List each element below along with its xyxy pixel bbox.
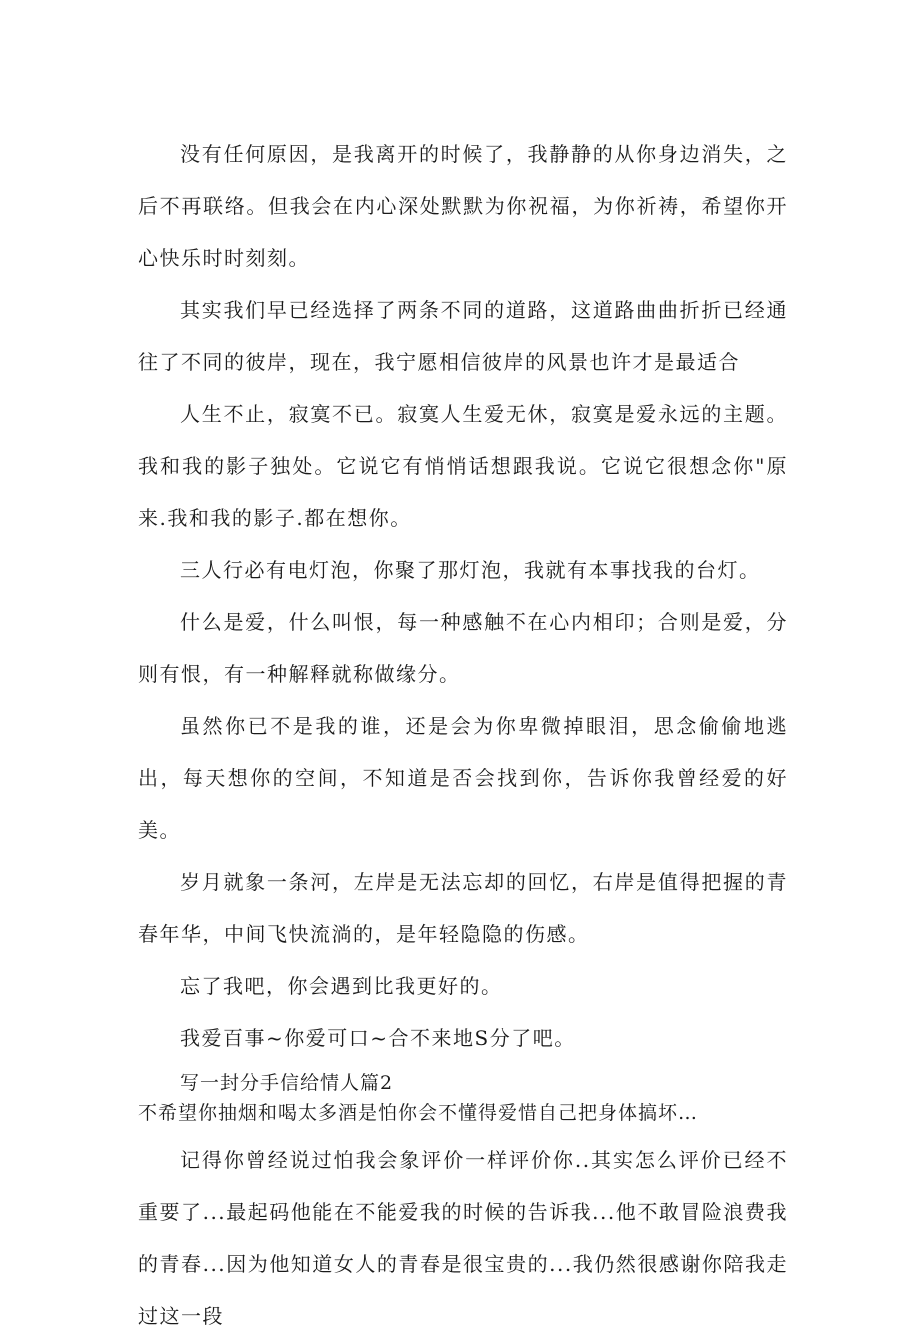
paragraph-last: 记得你曾经说过怕我会象评价一样评价你..其实怎么评价已经不重要了...最起码他能在不能爱我的时候的告诉我...他不敢冒险浪费我的青春...因为他知道女人的青春是很宝贵的...我仍然很感谢你陪我走过这一段 (138, 1148, 788, 1328)
paragraph-8: 忘了我吧，你会遇到比我更好的。 (180, 974, 503, 998)
section-heading: 写一封分手信给情人篇2 (180, 1072, 394, 1094)
paragraph-9: 我爱百事~你爱可口~合不来地S分了吧。 (180, 1026, 576, 1050)
paragraph-2: 其实我们早已经选择了两条不同的道路，这道路曲曲折折已经通往了不同的彼岸，现在，我宁愿相信彼岸的风景也许才是最适合 (138, 298, 788, 374)
paragraph-6: 虽然你已不是我的谁，还是会为你卑微掉眼泪，思念偷偷地逃出，每天想你的空间，不知道是否会找到你，告诉你我曾经爱的好美。 (138, 714, 788, 842)
paragraph-1: 没有任何原因，是我离开的时候了，我静静的从你身边消失，之后不再联络。但我会在内心深处默默为你祝福，为你祈祷，希望你开心快乐时时刻刻。 (138, 142, 788, 270)
paragraph-4: 三人行必有电灯泡，你聚了那灯泡，我就有本事找我的台灯。 (180, 558, 761, 582)
paragraph-3: 人生不止，寂寞不已。寂寞人生爱无休，寂寞是爱永远的主题。我和我的影子独处。它说它有悄悄话想跟我说。它说它很想念你"原来.我和我的影子.都在想你。 (138, 402, 788, 530)
paragraph-7: 岁月就象一条河，左岸是无法忘却的回忆，右岸是值得把握的青春年华，中间飞快流淌的，是年轻隐隐的伤感。 (138, 870, 788, 946)
paragraph-5: 什么是爱，什么叫恨，每一种感触不在心内相印；合则是爱，分则有恨，有一种解释就称做缘分。 (138, 610, 788, 686)
document-body (138, 128, 788, 1342)
section-subline: 不希望你抽烟和喝太多酒是怕你会不懂得爱惜自己把身体搞坏… (138, 1102, 699, 1124)
